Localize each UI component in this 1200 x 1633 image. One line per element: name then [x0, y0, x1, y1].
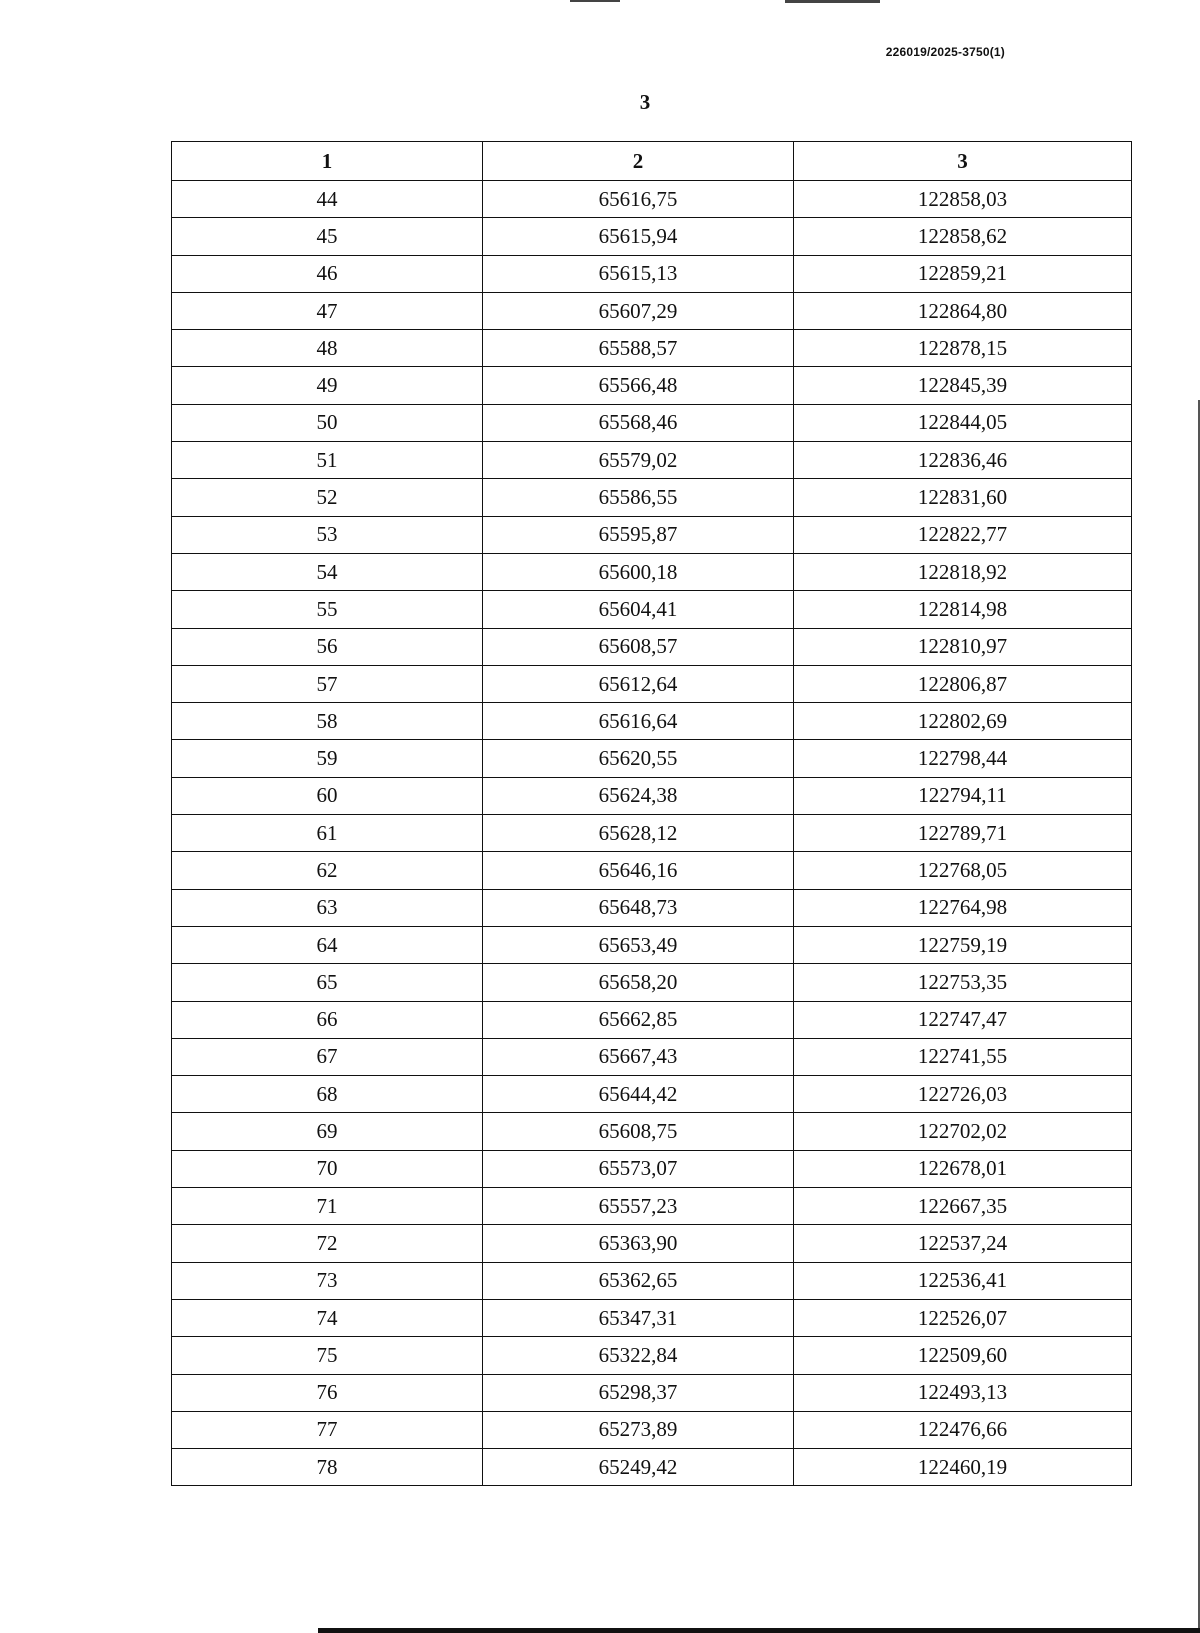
table-row — [172, 703, 1132, 740]
coordinate-y-cell: 122536,41 — [794, 1262, 1132, 1299]
coordinate-y-cell: 122836,46 — [794, 442, 1132, 479]
table-row — [172, 255, 1132, 292]
coordinate-y-cell: 122845,39 — [794, 367, 1132, 404]
point-number-cell: 49 — [172, 367, 483, 404]
coordinate-y-cell: 122858,62 — [794, 218, 1132, 255]
coordinate-x-cell: 65588,57 — [483, 330, 794, 367]
point-number-cell: 66 — [172, 1001, 483, 1038]
point-number-cell: 65 — [172, 964, 483, 1001]
table-row — [172, 479, 1132, 516]
coordinates-table — [171, 141, 1132, 1486]
coordinate-x-cell: 65615,13 — [483, 255, 794, 292]
table-row — [172, 1262, 1132, 1299]
table-row — [172, 553, 1132, 590]
coordinate-y-cell: 122460,19 — [794, 1449, 1132, 1486]
point-number-cell: 72 — [172, 1225, 483, 1262]
point-number-cell: 53 — [172, 516, 483, 553]
table-row — [172, 777, 1132, 814]
coordinate-x-cell: 65615,94 — [483, 218, 794, 255]
table-row — [172, 367, 1132, 404]
point-number-cell: 64 — [172, 926, 483, 963]
coordinate-y-cell: 122844,05 — [794, 404, 1132, 441]
coordinate-x-cell: 65573,07 — [483, 1150, 794, 1187]
table-row — [172, 330, 1132, 367]
point-number-cell: 54 — [172, 553, 483, 590]
coordinate-x-cell: 65604,41 — [483, 591, 794, 628]
coordinate-y-cell: 122814,98 — [794, 591, 1132, 628]
coordinate-x-cell: 65347,31 — [483, 1299, 794, 1336]
table-row — [172, 292, 1132, 329]
coordinate-y-cell: 122831,60 — [794, 479, 1132, 516]
point-number-cell: 77 — [172, 1411, 483, 1448]
point-number-cell: 52 — [172, 479, 483, 516]
point-number-cell: 51 — [172, 442, 483, 479]
point-number-cell: 55 — [172, 591, 483, 628]
point-number-cell: 46 — [172, 255, 483, 292]
coordinate-y-cell: 122526,07 — [794, 1299, 1132, 1336]
coordinate-x-cell: 65612,64 — [483, 665, 794, 702]
table-row — [172, 1337, 1132, 1374]
coordinate-x-cell: 65616,75 — [483, 181, 794, 218]
coordinate-x-cell: 65662,85 — [483, 1001, 794, 1038]
coordinate-x-cell: 65568,46 — [483, 404, 794, 441]
point-number-cell: 57 — [172, 665, 483, 702]
point-number-cell: 59 — [172, 740, 483, 777]
table-row — [172, 665, 1132, 702]
coordinate-x-cell: 65658,20 — [483, 964, 794, 1001]
table-row — [172, 1411, 1132, 1448]
point-number-cell: 58 — [172, 703, 483, 740]
table-row — [172, 889, 1132, 926]
coordinates-table-container — [171, 141, 1131, 1486]
coordinate-y-cell: 122747,47 — [794, 1001, 1132, 1038]
coordinate-y-cell: 122858,03 — [794, 181, 1132, 218]
coordinate-y-cell: 122476,66 — [794, 1411, 1132, 1448]
coordinate-x-cell: 65646,16 — [483, 852, 794, 889]
coordinate-y-cell: 122759,19 — [794, 926, 1132, 963]
coordinate-x-cell: 65362,65 — [483, 1262, 794, 1299]
coordinate-x-cell: 65648,73 — [483, 889, 794, 926]
scan-top-rule-left — [570, 0, 620, 2]
point-number-cell: 69 — [172, 1113, 483, 1150]
point-number-cell: 61 — [172, 815, 483, 852]
table-body — [172, 181, 1132, 1486]
coordinate-x-cell: 65566,48 — [483, 367, 794, 404]
column-header-3: 3 — [794, 142, 1132, 181]
coordinate-y-cell: 122822,77 — [794, 516, 1132, 553]
coordinate-x-cell: 65667,43 — [483, 1038, 794, 1075]
coordinate-x-cell: 65607,29 — [483, 292, 794, 329]
table-row — [172, 926, 1132, 963]
point-number-cell: 70 — [172, 1150, 483, 1187]
coordinate-y-cell: 122798,44 — [794, 740, 1132, 777]
coordinate-y-cell: 122493,13 — [794, 1374, 1132, 1411]
table-row — [172, 404, 1132, 441]
point-number-cell: 45 — [172, 218, 483, 255]
coordinate-x-cell: 65273,89 — [483, 1411, 794, 1448]
table-row — [172, 181, 1132, 218]
table-row — [172, 1038, 1132, 1075]
coordinate-x-cell: 65322,84 — [483, 1337, 794, 1374]
point-number-cell: 67 — [172, 1038, 483, 1075]
document-reference: 226019/2025-3750(1) — [885, 45, 1005, 59]
coordinate-y-cell: 122702,02 — [794, 1113, 1132, 1150]
point-number-cell: 56 — [172, 628, 483, 665]
page-number: 3 — [639, 90, 651, 114]
table-row — [172, 218, 1132, 255]
coordinate-x-cell: 65624,38 — [483, 777, 794, 814]
coordinate-y-cell: 122726,03 — [794, 1076, 1132, 1113]
point-number-cell: 44 — [172, 181, 483, 218]
coordinate-y-cell: 122764,98 — [794, 889, 1132, 926]
coordinate-x-cell: 65600,18 — [483, 553, 794, 590]
table-row — [172, 740, 1132, 777]
coordinate-y-cell: 122509,60 — [794, 1337, 1132, 1374]
column-header-2: 2 — [483, 142, 794, 181]
coordinate-y-cell: 122789,71 — [794, 815, 1132, 852]
point-number-cell: 50 — [172, 404, 483, 441]
coordinate-x-cell: 65579,02 — [483, 442, 794, 479]
coordinate-x-cell: 65608,57 — [483, 628, 794, 665]
coordinate-x-cell: 65298,37 — [483, 1374, 794, 1411]
table-row — [172, 442, 1132, 479]
coordinate-y-cell: 122678,01 — [794, 1150, 1132, 1187]
coordinate-y-cell: 122667,35 — [794, 1188, 1132, 1225]
coordinate-y-cell: 122802,69 — [794, 703, 1132, 740]
point-number-cell: 78 — [172, 1449, 483, 1486]
point-number-cell: 74 — [172, 1299, 483, 1336]
point-number-cell: 75 — [172, 1337, 483, 1374]
coordinate-x-cell: 65557,23 — [483, 1188, 794, 1225]
point-number-cell: 76 — [172, 1374, 483, 1411]
point-number-cell: 47 — [172, 292, 483, 329]
coordinate-x-cell: 65608,75 — [483, 1113, 794, 1150]
coordinate-x-cell: 65620,55 — [483, 740, 794, 777]
table-row — [172, 591, 1132, 628]
scan-top-rule-right — [785, 0, 880, 3]
coordinate-y-cell: 122859,21 — [794, 255, 1132, 292]
scan-bottom-rule — [318, 1628, 1200, 1633]
point-number-cell: 68 — [172, 1076, 483, 1113]
table-row — [172, 852, 1132, 889]
coordinate-y-cell: 122741,55 — [794, 1038, 1132, 1075]
point-number-cell: 62 — [172, 852, 483, 889]
point-number-cell: 48 — [172, 330, 483, 367]
coordinate-y-cell: 122864,80 — [794, 292, 1132, 329]
coordinate-y-cell: 122818,92 — [794, 553, 1132, 590]
coordinate-y-cell: 122806,87 — [794, 665, 1132, 702]
point-number-cell: 73 — [172, 1262, 483, 1299]
coordinate-x-cell: 65586,55 — [483, 479, 794, 516]
table-row — [172, 815, 1132, 852]
table-row — [172, 628, 1132, 665]
table-row — [172, 964, 1132, 1001]
table-row — [172, 1113, 1132, 1150]
coordinate-x-cell: 65249,42 — [483, 1449, 794, 1486]
coordinate-x-cell: 65363,90 — [483, 1225, 794, 1262]
coordinate-y-cell: 122794,11 — [794, 777, 1132, 814]
table-row — [172, 1299, 1132, 1336]
table-row — [172, 1225, 1132, 1262]
coordinate-x-cell: 65644,42 — [483, 1076, 794, 1113]
coordinate-x-cell: 65616,64 — [483, 703, 794, 740]
coordinate-y-cell: 122768,05 — [794, 852, 1132, 889]
coordinate-x-cell: 65628,12 — [483, 815, 794, 852]
coordinate-y-cell: 122537,24 — [794, 1225, 1132, 1262]
table-row — [172, 1188, 1132, 1225]
table-row — [172, 1150, 1132, 1187]
coordinate-x-cell: 65653,49 — [483, 926, 794, 963]
table-row — [172, 1076, 1132, 1113]
coordinate-y-cell: 122878,15 — [794, 330, 1132, 367]
point-number-cell: 63 — [172, 889, 483, 926]
table-row — [172, 1001, 1132, 1038]
coordinate-y-cell: 122753,35 — [794, 964, 1132, 1001]
point-number-cell: 60 — [172, 777, 483, 814]
table-row — [172, 516, 1132, 553]
table-row — [172, 1374, 1132, 1411]
coordinate-x-cell: 65595,87 — [483, 516, 794, 553]
column-header-1: 1 — [172, 142, 483, 181]
coordinate-y-cell: 122810,97 — [794, 628, 1132, 665]
point-number-cell: 71 — [172, 1188, 483, 1225]
table-header-row — [172, 142, 1132, 181]
table-row — [172, 1449, 1132, 1486]
